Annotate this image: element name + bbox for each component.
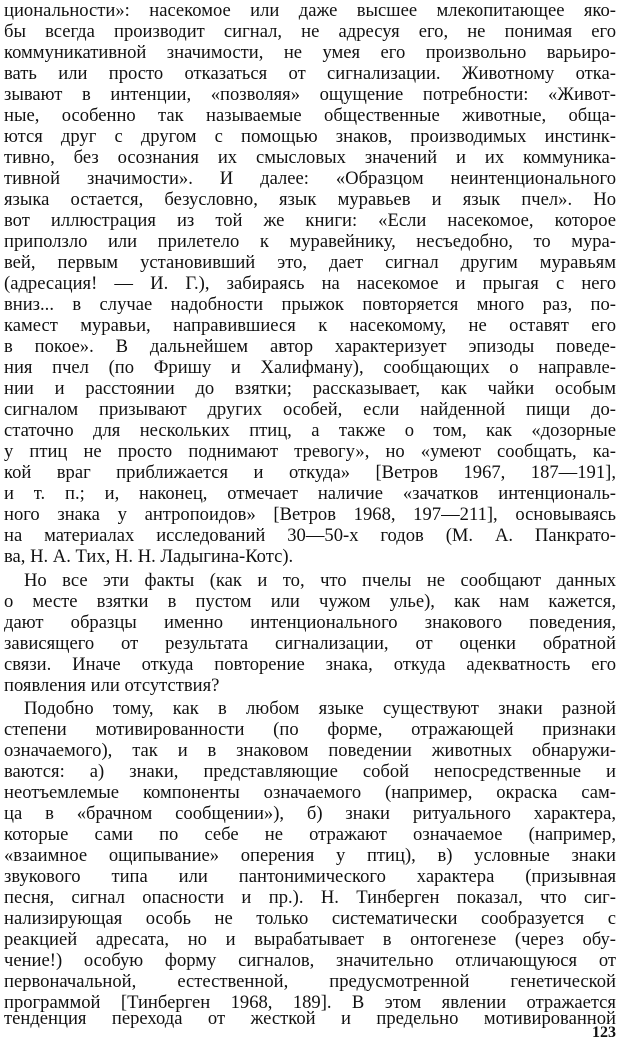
paragraph-start-line: Подобно тому, как в любом языке существуют знаки разной: [24, 698, 616, 719]
text-line: зывают в интенции, «позволяя» ощущение потребности: «Живот-: [4, 84, 616, 105]
text-line: ются друг с другом с помощью знаков, производимых инстинк-: [4, 126, 616, 147]
text-line: бы всегда производит сигнал, не адресуя его, не понимая его: [4, 21, 616, 42]
paragraph-start-line: Но все эти факты (как и то, что пчелы не сообщают данных: [24, 570, 616, 591]
text-line: вниз... в случае надобности прыжок повторяется много раз, по-: [4, 294, 616, 315]
text-line: программой [Тинберген 1968, 189]. В этом явлении отражается: [4, 992, 616, 1013]
text-line: песня, сигнал опасности и пр.). Н. Тинберген показал, что сиг-: [4, 887, 616, 908]
text-line: тивной значимости». И далее: «Образцом неинтенционального: [4, 168, 616, 189]
page-number: 123: [592, 1024, 616, 1041]
text-line: появления или отсутствия?: [4, 675, 220, 696]
text-line: циональности»: насекомое или даже высшее млекопитающее яко-: [4, 0, 616, 21]
book-page: [4, 0, 620, 1051]
text-line: на материалах исследований 30—50-х годов (М. А. Панкрато-: [4, 525, 616, 546]
text-line: связи. Иначе откуда повторение знака, откуда адекватность его: [4, 654, 616, 675]
text-line: означаемого), так и в знаковом поведении животных обнаружи-: [4, 740, 616, 761]
text-line: ва, Н. А. Тих, Н. Н. Ладыгина-Котс).: [4, 546, 294, 567]
text-line: степени мотивированности (по форме, отражающей признаки: [4, 719, 616, 740]
text-line: вать или просто отказаться от сигнализации. Животному отка-: [4, 63, 616, 84]
text-line: неотъемлемые компоненты означаемого (например, окраска сам-: [4, 782, 616, 803]
text-line: ные, особенно так называемые общественные животные, обща-: [4, 105, 616, 126]
text-line: ваются: а) знаки, представляющие собой непосредственные и: [4, 761, 616, 782]
text-line: ца в «брачном сообщении»), б) знаки ритуального характера,: [4, 803, 616, 824]
text-line: ного знака у антропоидов» [Ветров 1968, 197—211], основываясь: [4, 504, 616, 525]
text-line: которые сами по себе не отражают означаемое (например,: [4, 824, 616, 845]
text-line: сигналом призывают других особей, если найденной пищи до-: [4, 399, 616, 420]
text-line: коммуникативной значимости, не умея его произвольно варьиро-: [4, 42, 616, 63]
text-line: камест муравьи, направившиеся к насекомому, не оставят его: [4, 315, 616, 336]
text-line: дают образцы именно интенционального знакового поведения,: [4, 612, 616, 633]
text-line: ния пчел (по Фришу и Халифману), сообщающих о направле-: [4, 357, 616, 378]
text-line: вей, первым установивший это, дает сигнал другим муравьям: [4, 252, 616, 273]
text-line: зависящего от результата сигнализации, от оценки обратной: [4, 633, 616, 654]
text-line: реакцией адресата, но и вырабатывает в онтогенезе (через обу-: [4, 929, 616, 950]
text-line: тенденция перехода от жесткой и предельно мотивированной: [4, 1008, 616, 1029]
text-line: статочно для нескольких птиц, а также о том, как «дозорные: [4, 420, 616, 441]
text-line: о месте взятки в пустом или чужом улье), как нам кажется,: [4, 591, 616, 612]
text-line: тивно, без осознания их смысловых значений и их коммуника-: [4, 147, 616, 168]
text-line: звукового типа или пантонимического характера (призывная: [4, 866, 616, 887]
text-line: нализирующая особь не только систематически сообразуется с: [4, 908, 616, 929]
text-line: «взаимное ощипывание» оперения у птиц), в) условные знаки: [4, 845, 616, 866]
text-line: языка остается, безусловно, язык муравьев и язык пчел». Но: [4, 189, 616, 210]
text-line: в покое». В дальнейшем автор характеризует эпизоды поведе-: [4, 336, 616, 357]
text-line: (адресация! — И. Г.), забираясь на насекомое и прыгая с него: [4, 273, 616, 294]
text-line: первоначальной, естественной, предусмотренной генетической: [4, 971, 616, 992]
text-line: у птиц не просто поднимают тревогу», но «умеют сообщать, ка-: [4, 441, 616, 462]
text-line: вот иллюстрация из той же книги: «Если насекомое, которое: [4, 210, 616, 231]
text-line: кой враг приближается и откуда» [Ветров 1967, 187—191],: [4, 462, 616, 483]
text-line: приползло или прилетело к муравейнику, несъедобно, то мура-: [4, 231, 616, 252]
text-line: чение!) особую форму сигналов, значительно отличающуюся от: [4, 950, 616, 971]
text-line: нии и расстоянии до взятки; рассказывает, как чайки особым: [4, 378, 616, 399]
text-line: и т. п.; и, наконец, отмечает наличие «зачатков интенциональ-: [4, 483, 616, 504]
